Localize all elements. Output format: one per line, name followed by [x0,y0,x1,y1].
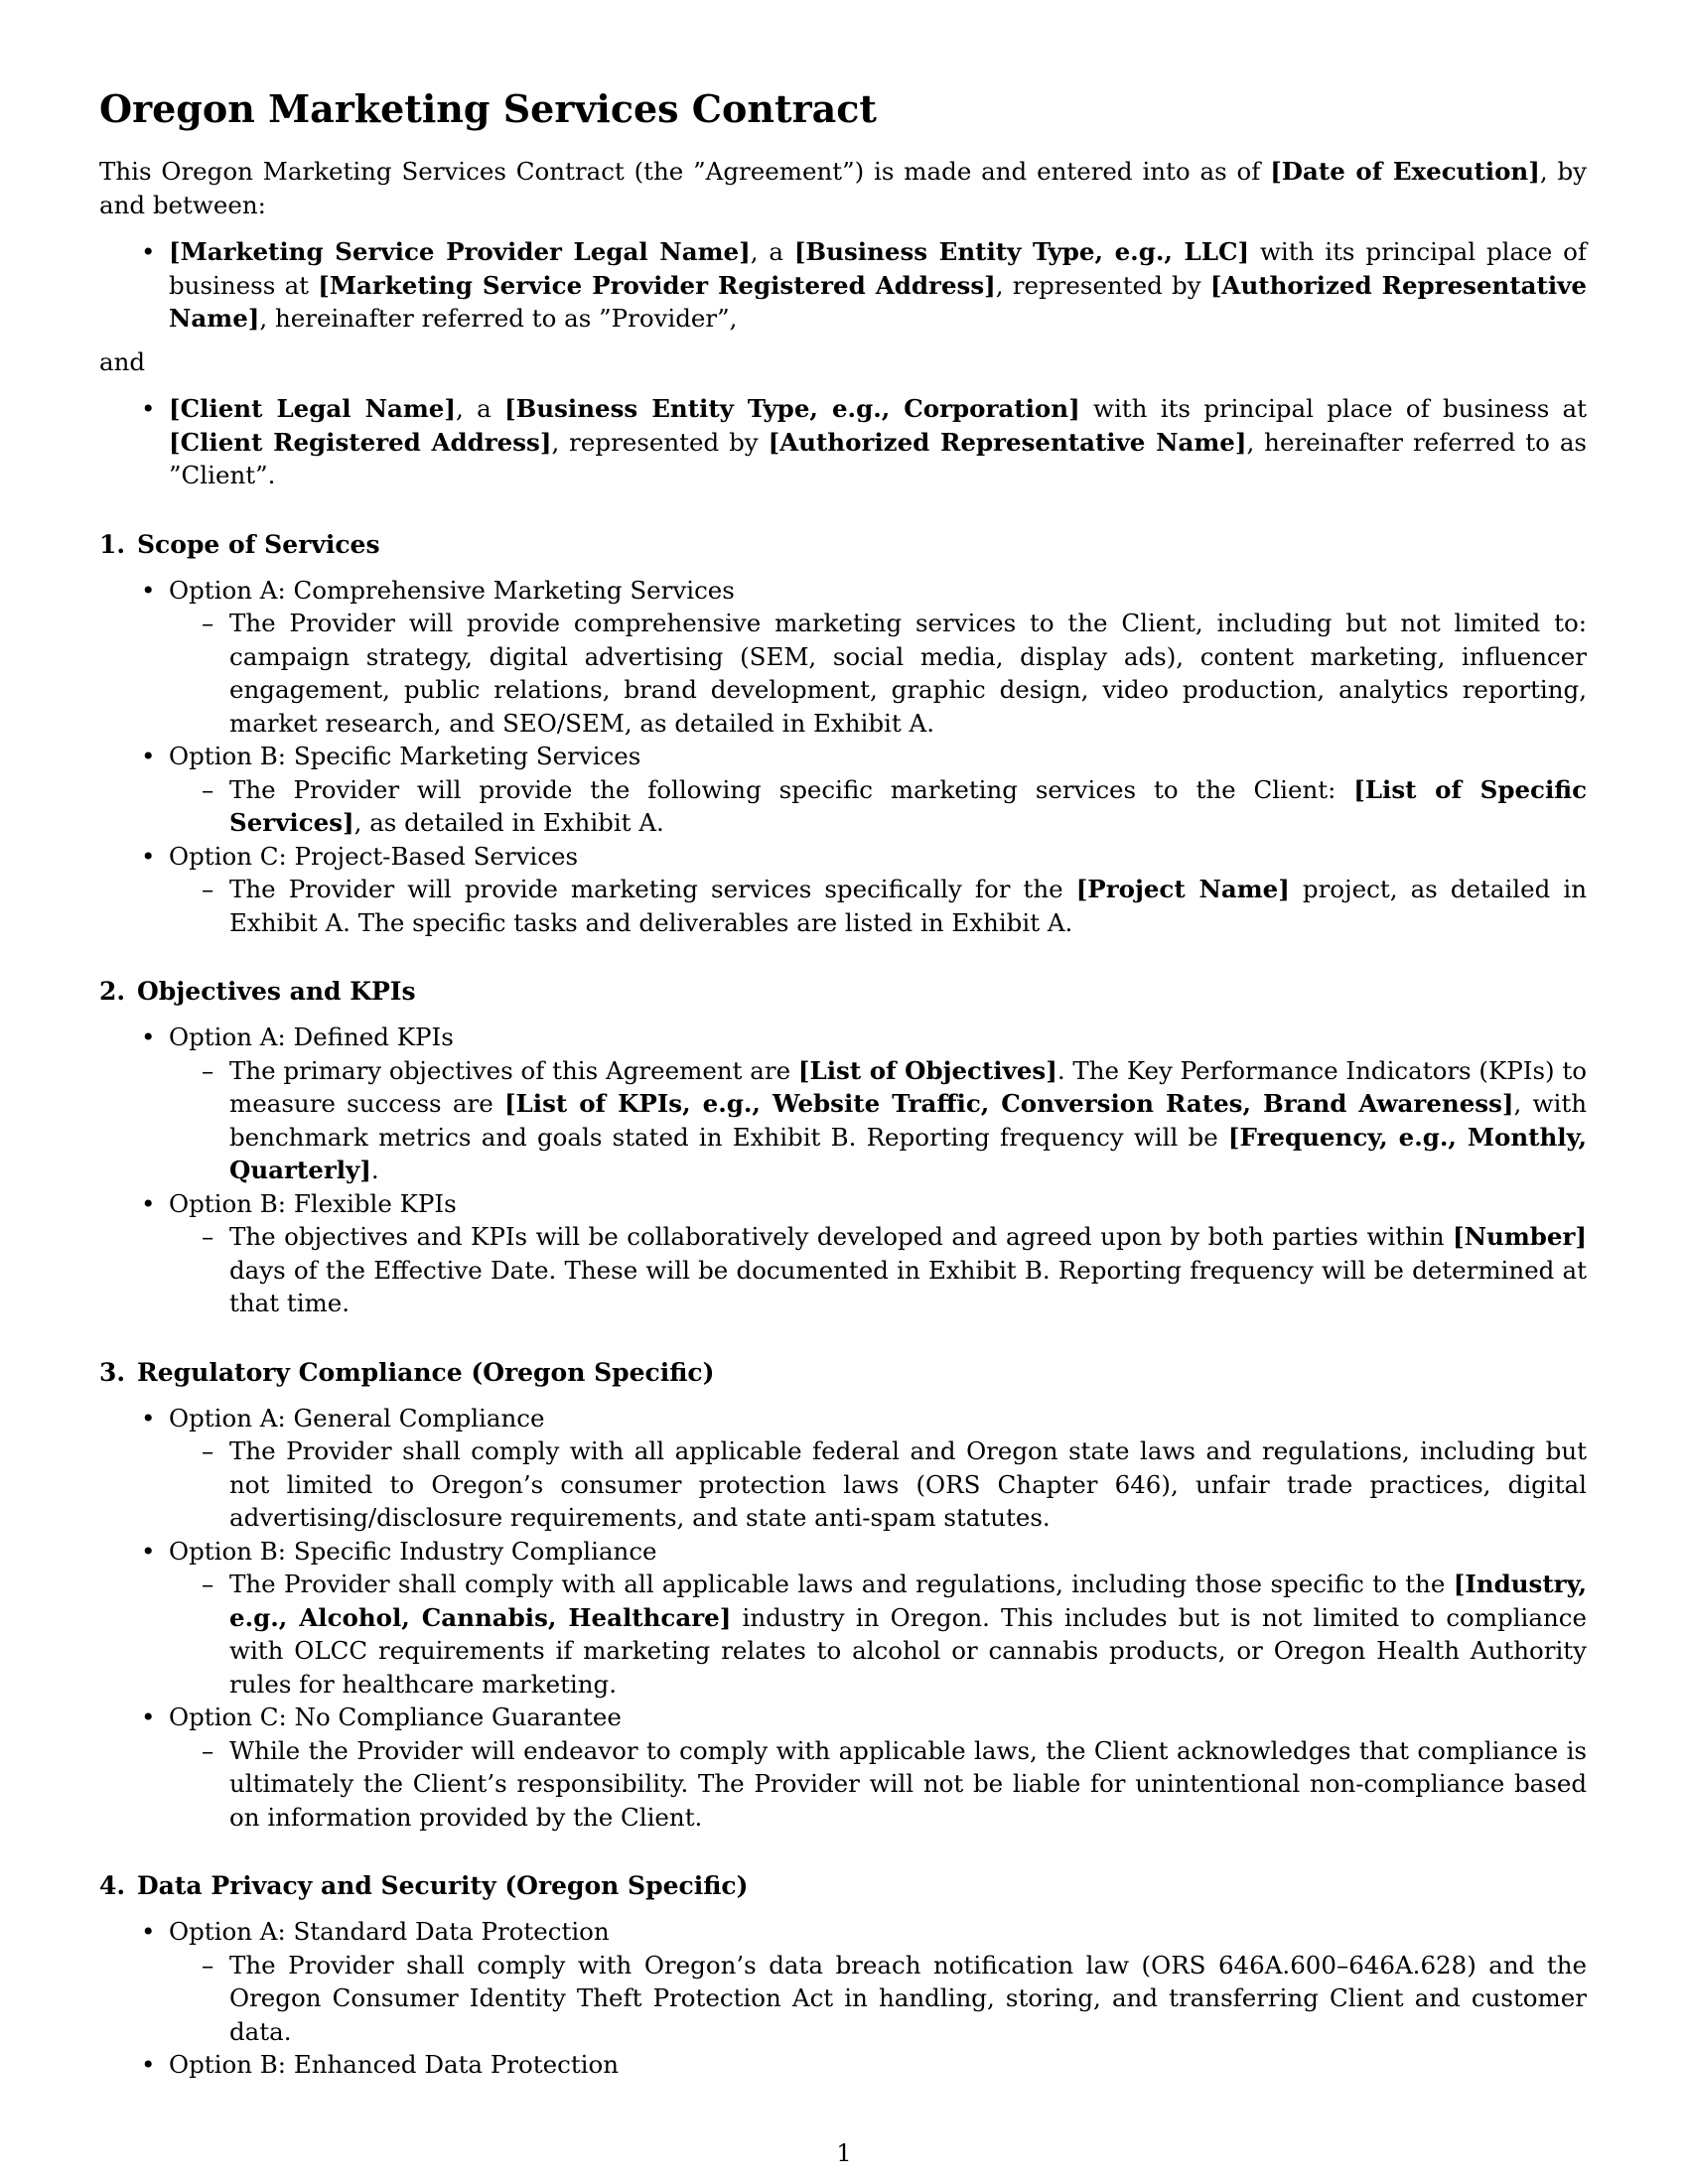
option-list [99,1915,1587,2082]
section-regulatory-compliance [99,1356,1587,1835]
section-title: Objectives and KPIs [137,977,416,1006]
party-provider [169,235,1587,336]
text: , a [750,237,794,266]
option-item [169,1535,1587,1702]
section-number: 2. [99,977,126,1006]
text: The Provider will provide marketing services specifically for the [229,875,1076,903]
placeholder: [Client Registered Address] [169,427,552,457]
section-heading [99,1356,1587,1390]
document-title: Oregon Marketing Services Contract [99,86,877,131]
text: industry in Oregon. This includes but is not limited to compliance with OLCC requirements if marketing relates to alcohol or cannabis products, or Oregon Health Authority rules for healthcare marketing. [229,1602,1587,1699]
section-data-privacy [99,1869,1587,2082]
option-item [169,740,1587,840]
placeholder: [List of Specific Services] [229,774,1588,837]
placeholder: [Authorized Representative Name] [169,270,1587,333]
text: , as detailed in Exhibit A. [353,808,664,837]
text: , represented by [551,427,769,457]
placeholder: [List of Objectives] [797,1055,1057,1085]
section-number: 3. [99,1357,126,1387]
placeholder: [Marketing Service Provider Legal Name] [169,237,751,266]
option-detail [229,773,1587,840]
option-details [169,1054,1587,1187]
option-detail [229,1054,1587,1187]
text: , with benchmark metrics and goals stated in Exhibit B. Reporting frequency will be [229,1089,1587,1152]
text: The Provider shall comply with all applicable laws and regulations, including those specific to the [229,1570,1454,1598]
document-page [99,85,1587,2082]
text: , hereinafter referred to as ”Client”. [169,427,1587,489]
section-objectives-kpis [99,975,1587,1320]
text: , represented by [995,270,1210,300]
page-number: 1 [836,2139,852,2167]
section-scope-of-services [99,528,1587,940]
party-list-provider [99,235,1587,336]
option-item [169,840,1587,940]
option-item [169,574,1587,741]
text: , a [456,394,504,423]
option-label: • Option B: Flexible KPIs [169,1188,457,1218]
section-title: Data Privacy and Security (Oregon Specific) [137,1871,749,1900]
option-details [169,1220,1587,1320]
date-placeholder: [Date of Execution] [1270,157,1540,186]
section-title: Scope of Services [137,529,380,559]
text: , hereinafter referred to as ”Provider”, [259,304,738,333]
section-number: 4. [99,1871,126,1900]
placeholder: [Number] [1453,1222,1587,1251]
option-item [169,1701,1587,1834]
party-client [169,392,1587,492]
option-item [169,1021,1587,1187]
intro-text: , by and between: [99,157,1587,219]
option-item [169,1915,1587,2048]
text: . [370,1156,379,1184]
option-detail: – The Provider shall comply with Oregon’s data breach notification law (ORS 646A.600–646A.628) and the Oregon Consumer Identity Theft Protection Act in handling, storing, and transferring Client and customer data. [229,1949,1587,2049]
text: . The Key Performance Indicators (KPIs) to measure success are [229,1055,1587,1118]
option-label: • Option B: Enhanced Data Protection [169,2050,620,2079]
placeholder: [Client Legal Name] [169,394,456,423]
option-item [169,2048,1587,2082]
option-label: • Option A: Comprehensive Marketing Services [169,575,735,605]
party-list-client [99,392,1587,492]
section-heading [99,528,1587,562]
section-heading [99,975,1587,1009]
option-label: • Option C: Project-Based Services [169,841,579,871]
text: with its principal place of business at [1079,394,1588,423]
option-details [169,1568,1587,1701]
placeholder: [Authorized Representative Name] [768,427,1247,457]
option-details [169,1434,1587,1535]
text: days of the Effective Date. These will be documented in Exhibit B. Reporting frequency will be determined at that time. [229,1255,1587,1317]
section-title: Regulatory Compliance (Oregon Specific) [137,1357,715,1387]
option-details [169,1949,1587,2049]
placeholder: [Marketing Service Provider Registered Address] [318,270,996,300]
placeholder: [Industry, e.g., Alcohol, Cannabis, Healthcare] [229,1570,1587,1632]
option-label: • Option A: Standard Data Protection [169,1917,610,1946]
option-item [169,1402,1587,1535]
option-detail: – The Provider will provide comprehensive marketing services to the Client, including but not limited to: campaign strategy, digital advertising (SEM, social media, display ads), content marketing, influencer engagement, public relations, brand development, graphic design, video production, analytics reporting, market research, and SEO/SEM, as detailed in Exhibit A. [229,607,1587,740]
option-label: • Option B: Specific Industry Compliance [169,1536,657,1566]
intro-text: This Oregon Marketing Services Contract (the ”Agreement”) is made and entered into as of [99,157,1271,186]
option-details [169,773,1587,840]
option-details [169,607,1587,740]
placeholder: [Frequency, e.g., Monthly, Quarterly] [229,1122,1587,1184]
option-list [99,1021,1587,1320]
placeholder: [Business Entity Type, e.g., LLC] [793,237,1250,266]
option-detail [229,1220,1587,1320]
and-text: and [99,346,146,376]
option-list [99,1402,1587,1835]
option-detail: – The Provider shall comply with all applicable federal and Oregon state laws and regulations, including but not limited to Oregon’s consumer protection laws (ORS Chapter 646), unfair trade practices, digital advertising/disclosure requirements, and state anti-spam statutes. [229,1434,1587,1535]
option-label: • Option A: Defined KPIs [169,1023,454,1051]
text: with its principal place of business at [169,237,1587,300]
section-heading [99,1869,1587,1903]
option-label: • Option C: No Compliance Guarantee [169,1703,622,1731]
option-details [169,873,1587,939]
text: The Provider will provide the following specific marketing services to the Client: [229,774,1354,804]
option-label: • Option A: General Compliance [169,1403,545,1433]
text: project, as detailed in Exhibit A. The specific tasks and deliverables are listed in Exhibit A. [229,875,1588,937]
option-item [169,1187,1587,1320]
section-number: 1. [99,529,126,559]
intro-paragraph [99,155,1587,221]
option-detail: – While the Provider will endeavor to comply with applicable laws, the Client acknowledges that compliance is ultimately the Client’s responsibility. The Provider will not be liable for unintentional non-compliance based on information provided by the Client. [229,1734,1587,1835]
option-detail [229,1568,1587,1701]
option-list [99,574,1587,940]
placeholder: [List of KPIs, e.g., Website Traffic, Conversion Rates, Brand Awareness] [503,1089,1514,1118]
placeholder: [Business Entity Type, e.g., Corporation] [503,394,1080,423]
option-detail [229,873,1587,939]
option-label: • Option B: Specific Marketing Services [169,742,641,770]
option-details [169,1734,1587,1835]
placeholder: [Project Name] [1075,875,1290,903]
text: The primary objectives of this Agreement are [229,1055,798,1085]
text: The objectives and KPIs will be collaboratively developed and agreed upon by both parties within [229,1222,1454,1251]
